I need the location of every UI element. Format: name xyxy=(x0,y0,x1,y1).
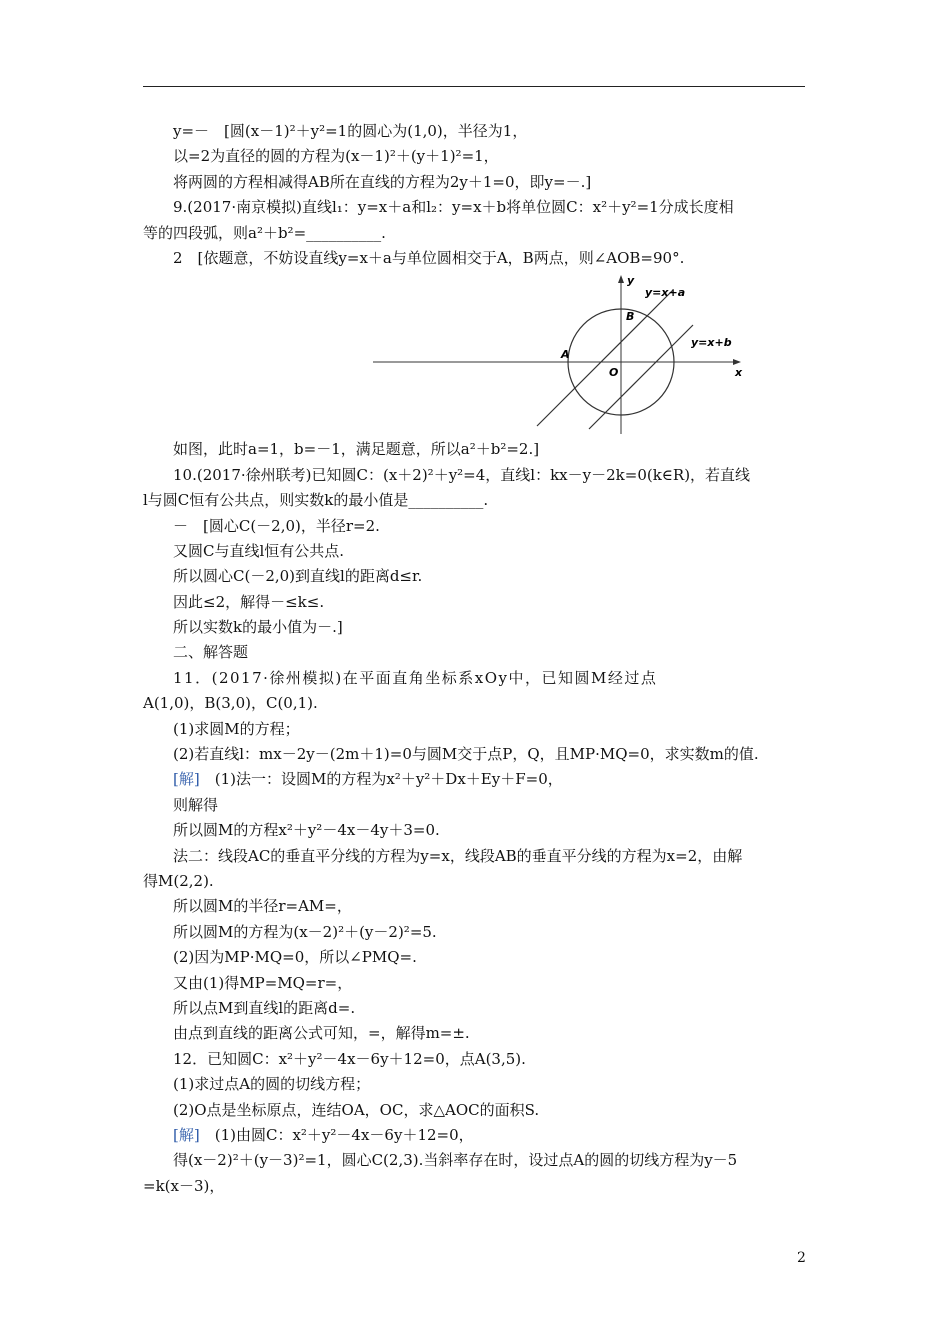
text-line: y=－ [圆(x－1)²＋y²=1的圆心为(1,0)，半径为1， xyxy=(173,122,528,140)
text-line: 所以圆M的半径r=AM=， xyxy=(173,897,352,916)
question-11: 11．(2017·徐州模拟)在平面直角坐标系xOy中，已知圆M经过点 xyxy=(173,668,658,687)
section-heading: 二、解答题 xyxy=(173,643,249,662)
text-line: 则解得 xyxy=(173,795,219,814)
text-line: 又由(1)得MP=MQ=r=， xyxy=(173,973,353,992)
solution-tag: [解] xyxy=(173,1125,200,1144)
text-line: (1)求圆M的方程； xyxy=(173,719,300,738)
text-line: 所以圆M的方程为(x－2)²＋(y－2)²=5. xyxy=(173,922,437,941)
question-9: 9.(2017·南京模拟)直线l₁：y=x＋a和l₂：y=x＋b将单位圆C：x²＋y²=1分成长度相 xyxy=(173,198,734,217)
label-point-a: A xyxy=(561,348,570,362)
question-12: 12．已知圆C：x²＋y²－4x－6y＋12=0，点A(3,5). xyxy=(173,1049,526,1068)
text-line: 又圆C与直线l恒有公共点. xyxy=(173,541,345,560)
header-rule xyxy=(143,86,805,87)
text-line: l与圆C恒有公共点，则实数k的最小值是__________. xyxy=(143,491,489,510)
page-number: 2 xyxy=(797,1250,806,1266)
text-line: A(1,0)，B(3,0)，C(0,1). xyxy=(143,694,318,713)
text-line: 因此≤2，解得－≤k≤. xyxy=(173,592,325,611)
solution-tag: [解] xyxy=(173,770,200,789)
page-body xyxy=(143,119,805,1199)
solution-line xyxy=(143,1123,805,1148)
text-line: 如图，此时a=1，b=－1，满足题意，所以a²＋b²=2.] xyxy=(173,440,540,459)
y-axis-arrow xyxy=(618,275,624,283)
answer-9: 2 [依题意，不妨设直线y=x＋a与单位圆相交于A，B两点，则∠AOB=90°. xyxy=(173,248,685,267)
circle-figure xyxy=(373,274,753,436)
answer-10: － [圆心C(－2,0)，半径r=2. xyxy=(173,516,380,535)
solution-text: (1)法一：设圆M的方程为x²＋y²＋Dx＋Ey＋F=0， xyxy=(214,770,563,789)
text-line: 所以实数k的最小值为－.] xyxy=(173,618,343,637)
text-line: 所以圆M的方程x²＋y²－4x－4y＋3=0. xyxy=(173,821,440,840)
text-line: 以=2为直径的圆的方程为(x－1)²＋(y＋1)²=1， xyxy=(173,147,499,166)
line-a xyxy=(537,290,673,426)
text-line: 所以点M到直线l的距离d=. xyxy=(173,998,356,1017)
text-line: 得M(2,2). xyxy=(143,871,214,890)
text-line: =k(x－3)， xyxy=(143,1176,225,1195)
text-line: (2)因为MP·MQ=0，所以∠PMQ=. xyxy=(173,948,417,967)
label-origin: O xyxy=(609,366,619,380)
label-point-b: B xyxy=(626,310,635,324)
text-line: 等的四段弧，则a²＋b²=__________. xyxy=(143,223,386,242)
text-line: 法二：线段AC的垂直平分线的方程为y=x，线段AB的垂直平分线的方程为x=2，由解 xyxy=(173,846,743,865)
text-line: 所以圆心C(－2,0)到直线l的距离d≤r. xyxy=(173,567,423,586)
text-line: (2)若直线l：mx－2y－(2m＋1)=0与圆M交于点P，Q，且MP·MQ=0，求实数m的值. xyxy=(173,745,759,764)
label-y-axis: y xyxy=(627,274,635,288)
figure-area xyxy=(143,271,805,437)
label-line-b: y=x+b xyxy=(691,336,732,350)
solution-text: (1)由圆C：x²＋y²－4x－6y＋12=0， xyxy=(214,1125,474,1144)
text-line: (2)O点是坐标原点，连结OA，OC，求△AOC的面积S. xyxy=(173,1100,540,1119)
text-line: 由点到直线的距离公式可知，=，解得m=±. xyxy=(173,1024,470,1043)
line-b xyxy=(589,325,693,429)
text-line: 得(x－2)²＋(y－3)²=1，圆心C(2,3).当斜率存在时，设过点A的圆的切线方程为y－5 xyxy=(173,1151,738,1170)
question-10: 10.(2017·徐州联考)已知圆C：(x＋2)²＋y²=4，直线l：kx－y－2k=0(k∈R)，若直线 xyxy=(173,465,751,484)
solution-line xyxy=(143,767,805,792)
text-line: (1)求过点A的圆的切线方程； xyxy=(173,1075,371,1094)
label-x-axis: x xyxy=(735,366,743,380)
label-line-a: y=x+a xyxy=(645,286,686,300)
text-line: 将两圆的方程相减得AB所在直线的方程为2y＋1=0，即y=－.] xyxy=(173,172,592,191)
x-axis-arrow xyxy=(733,359,741,365)
